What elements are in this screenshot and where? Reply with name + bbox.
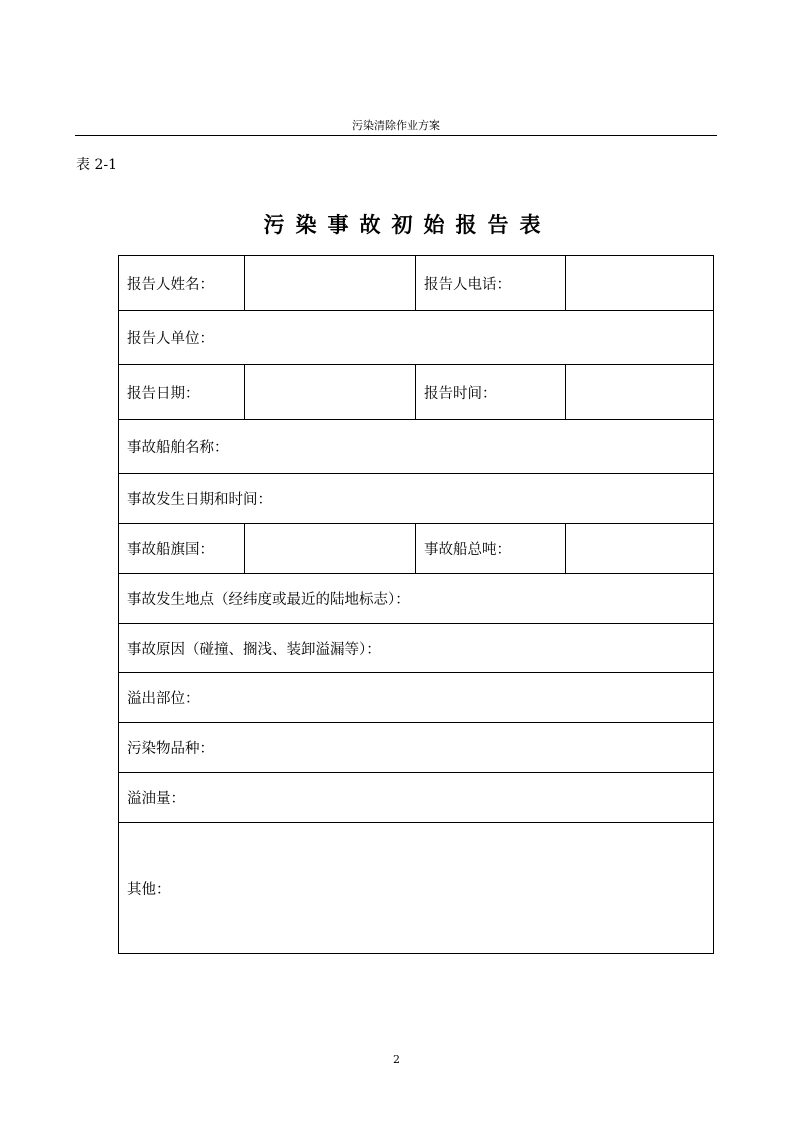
table-row [119, 420, 714, 474]
incident-location-field[interactable]: 事故发生地点（经纬度或最近的陆地标志）： [119, 574, 714, 624]
page-number: 2 [393, 1053, 400, 1066]
report-date-label: 报告日期： [119, 365, 245, 420]
table-row [119, 673, 714, 723]
incident-cause-field[interactable]: 事故原因（碰撞、搁浅、装卸溢漏等）： [119, 624, 714, 673]
spill-amount-field[interactable]: 溢油量： [119, 773, 714, 823]
table-row [119, 474, 714, 524]
report-time-field[interactable] [566, 365, 714, 420]
pollutant-type-field[interactable]: 污染物品种： [119, 723, 714, 773]
other-info-field[interactable]: 其他： [119, 823, 714, 954]
incident-report-table [118, 255, 714, 954]
ship-flag-field[interactable] [245, 524, 416, 574]
incident-datetime-field[interactable]: 事故发生日期和时间： [119, 474, 714, 524]
table-row [119, 365, 714, 420]
form-title: 污染事故初始报告表 [263, 212, 552, 237]
reporter-phone-label: 报告人电话： [416, 256, 566, 311]
spill-part-field[interactable]: 溢出部位： [119, 673, 714, 723]
table-row [119, 256, 714, 311]
table-row [119, 773, 714, 823]
reporter-name-field[interactable] [245, 256, 416, 311]
ship-tonnage-label: 事故船总吨： [416, 524, 566, 574]
table-row [119, 823, 714, 954]
reporter-name-label: 报告人姓名： [119, 256, 245, 311]
table-number-label: 表 2-1 [76, 157, 117, 173]
reporter-unit-field[interactable]: 报告人单位： [119, 311, 714, 365]
header-divider [75, 135, 717, 136]
table-row [119, 524, 714, 574]
ship-tonnage-field[interactable] [566, 524, 714, 574]
ship-name-field[interactable]: 事故船舶名称： [119, 420, 714, 474]
table-row [119, 574, 714, 624]
reporter-phone-field[interactable] [566, 256, 714, 311]
report-date-field[interactable] [245, 365, 416, 420]
ship-flag-label: 事故船旗国： [119, 524, 245, 574]
table-row [119, 624, 714, 673]
document-header-title: 污染清除作业方案 [352, 119, 440, 132]
report-time-label: 报告时间： [416, 365, 566, 420]
table-row [119, 311, 714, 365]
table-row [119, 723, 714, 773]
